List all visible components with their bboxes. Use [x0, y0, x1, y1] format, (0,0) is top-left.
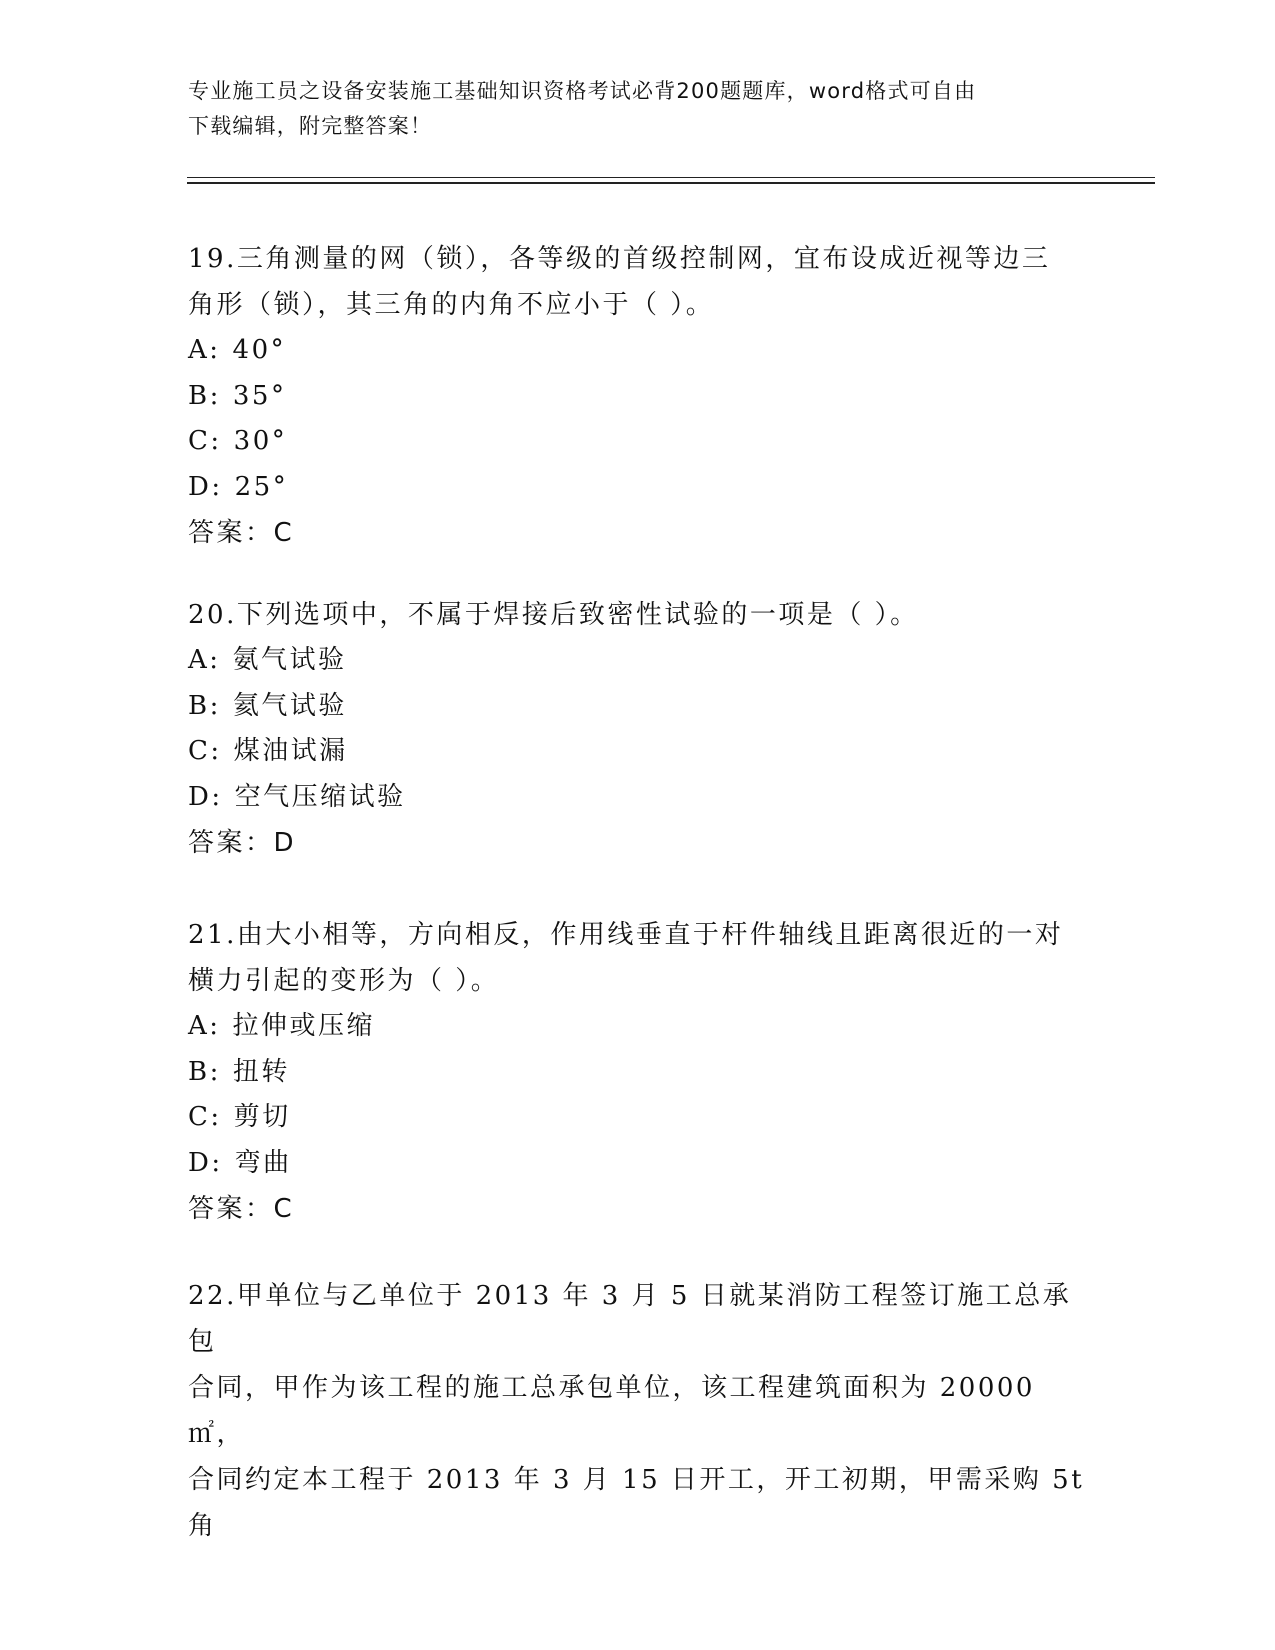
option-label: B:: [188, 380, 221, 411]
document-header: [188, 74, 1088, 144]
option-text: 拉伸或压缩: [232, 1011, 376, 1041]
header-divider-thick: [187, 182, 1155, 184]
option-text: 弯曲: [234, 1147, 292, 1178]
question-stem-line: 合同，甲作为该工程的施工总承包单位，该工程建筑面积为 20000㎡，: [188, 1373, 1035, 1449]
option-text: 40°: [232, 335, 287, 365]
option-text: 氨气试验: [232, 645, 347, 675]
option-text: 剪切: [233, 1102, 291, 1132]
header-divider-thin: [187, 177, 1155, 178]
option-a: [188, 328, 1088, 374]
option-d: [188, 1141, 1088, 1187]
question-19: [188, 236, 1088, 556]
question-stem-line: 22.甲单位与乙单位于 2013 年 3 月 5 日就某消防工程签订施工总承包: [188, 1281, 1072, 1357]
option-d: [188, 465, 1088, 511]
header-line-2: 下载编辑，附完整答案！: [188, 114, 433, 138]
option-text: 35°: [232, 380, 287, 411]
option-label: C:: [188, 1102, 222, 1132]
option-c: [188, 1095, 1088, 1141]
question-21: [188, 912, 1088, 1232]
question-stem-line: 19.三角测量的网（锁），各等级的首级控制网，宜布设成近视等边三: [188, 244, 1051, 274]
header-line-1: 专业施工员之设备安装施工基础知识资格考试必背200题题库，word格式可自由: [188, 79, 977, 103]
option-a: [188, 1004, 1088, 1050]
option-label: A:: [188, 335, 221, 365]
option-text: 空气压缩试验: [234, 781, 406, 812]
option-label: C:: [188, 736, 222, 766]
option-b: [188, 374, 1088, 420]
question-stem-line: 角形（锁），其三角的内角不应小于（ ）。: [188, 290, 715, 320]
question-stem-line: 20.下列选项中，不属于焊接后致密性试验的一项是（ ）。: [188, 600, 919, 630]
option-label: B:: [188, 690, 221, 721]
option-label: D:: [188, 781, 223, 812]
option-c: [188, 419, 1088, 465]
option-text: 煤油试漏: [233, 736, 348, 766]
option-label: D:: [188, 471, 223, 502]
option-label: B:: [188, 1056, 221, 1087]
question-20: [188, 592, 1088, 866]
option-text: 30°: [233, 426, 288, 456]
option-text: 氦气试验: [232, 690, 347, 721]
option-d: [188, 775, 1088, 821]
question-stem-line: 横力引起的变形为（ ）。: [188, 966, 500, 996]
option-label: C:: [188, 426, 222, 456]
option-b: [188, 684, 1088, 730]
option-label: D:: [188, 1147, 223, 1178]
answer: 答案：C: [188, 518, 295, 548]
question-22: [188, 1273, 1088, 1549]
option-label: A:: [188, 645, 221, 675]
question-stem-line: 合同约定本工程于 2013 年 3 月 15 日开工，开工初期，甲需采购 5t 角: [188, 1465, 1085, 1541]
option-text: 扭转: [232, 1056, 290, 1087]
answer: 答案：C: [188, 1194, 295, 1224]
answer: 答案：D: [188, 828, 297, 858]
option-text: 25°: [234, 471, 289, 502]
question-stem-line: 21.由大小相等，方向相反，作用线垂直于杆件轴线且距离很近的一对: [188, 920, 1064, 950]
option-b: [188, 1050, 1088, 1096]
option-a: [188, 638, 1088, 684]
option-label: A:: [188, 1011, 221, 1041]
option-c: [188, 729, 1088, 775]
